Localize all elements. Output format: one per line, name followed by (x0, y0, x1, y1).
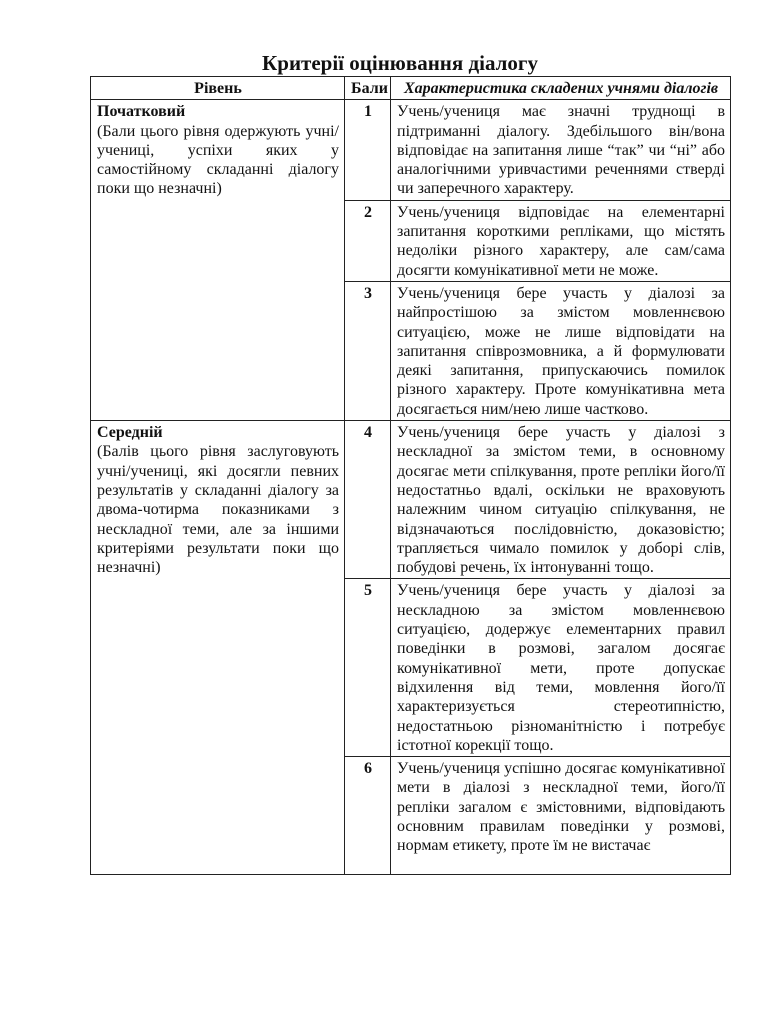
description-cell: Учень/учениця бере участь у діалозі за найпростішою за змістом мовленнєвою ситуацією, може не лише відповідати на запитання співрозмовника, а й формулювати деякі запитання, припускаючись помилок різного характеру. Проте комунікативна мета досягається ним/нею лише частково. (391, 281, 731, 420)
level-note: (Бали цього рівня одержують учні/учениці, успіхи яких у самостійному складанні діалогу поки що незначні) (97, 122, 339, 198)
table-row (91, 421, 731, 579)
score-cell: 2 (345, 200, 391, 281)
header-description: Характеристика складених учнями діалогів (391, 77, 731, 100)
description-cell (391, 757, 731, 875)
score-cell: 3 (345, 281, 391, 420)
description-cell: Учень/учениця бере участь у діалозі за нескладною за змістом мовленнєвою ситуацією, додержує елементарних правил поведінки в розмові, загалом досягає комунікативної мети, проте допускає відхилення від теми, мовлення його/її характеризується стереотипністю, недостатньою різноманітністю і потребує істотної корекції тощо. (391, 579, 731, 757)
score-cell: 1 (345, 100, 391, 200)
page-title: Критерії оцінювання діалогу (262, 51, 538, 75)
header-level: Рівень (91, 77, 345, 100)
level-cell-initial (91, 100, 345, 421)
level-note: (Балів цього рівня заслуговують учні/учениці, які досягли певних результатів у складанні діалогу за двома-чотирма показниками з нескладної теми, але за іншими критеріями результати поки що незначні) (97, 443, 339, 577)
description-cell: Учень/учениця відповідає на елементарні запитання короткими репліками, що містять недоліки різного характеру, але сам/сама досягти комунікативної мети не може. (391, 200, 731, 281)
table-row (91, 100, 731, 200)
table-header-row (91, 77, 731, 100)
level-name: Початковий (97, 103, 186, 121)
score-cell: 4 (345, 421, 391, 579)
criteria-table (90, 76, 731, 875)
header-score: Бали (345, 77, 391, 100)
score-cell: 6 (345, 757, 391, 875)
level-name: Середній (97, 424, 163, 442)
level-cell-medium (91, 421, 345, 875)
description-text: Учень/учениця успішно досягає комунікативної мети в діалозі з нескладної теми, його/її репліки загалом є змістовними, відповідають основним правилам поведінки у розмові, нормам етикету, проте їм не вистачає (397, 760, 725, 855)
score-cell: 5 (345, 579, 391, 757)
description-cell: Учень/учениця має значні труднощі в підтриманні діалогу. Здебільшого він/вона відповідає на запитання лише “так” чи “ні” або аналогічними уривчастими реченнями стверді чи заперечного характеру. (391, 100, 731, 200)
description-cell: Учень/учениця бере участь у діалозі з нескладної за змістом теми, в основному досягає мети спілкування, проте репліки його/її недостатньо вдалі, оскільки не враховують належним чином ситуацію спілкування, не відзначаються послідовністю, доказовістю; трапляється чимало помилок у доборі слів, побудові речень, їх інтонуванні тощо. (391, 421, 731, 579)
